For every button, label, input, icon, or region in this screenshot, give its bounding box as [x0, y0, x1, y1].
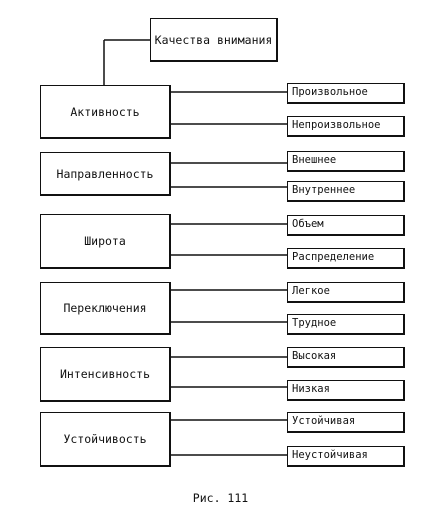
item-label: Произвольное — [292, 86, 368, 98]
category-label: Направленность — [56, 166, 154, 181]
category-label: Широта — [84, 234, 126, 248]
item-internal — [287, 181, 405, 202]
root-node — [150, 18, 278, 62]
item-distribution — [287, 248, 405, 269]
category-stability — [40, 412, 171, 467]
item-label: Высокая — [292, 350, 337, 362]
category-breadth — [40, 214, 171, 269]
category-label: Интенсивность — [59, 367, 150, 381]
item-hard — [287, 314, 405, 335]
category-label: Переключения — [63, 301, 147, 315]
item-label: Неустойчивая — [292, 449, 368, 461]
item-voluntary — [287, 83, 405, 104]
category-switching — [40, 282, 171, 335]
item-volume — [287, 215, 405, 236]
item-stable — [287, 412, 405, 433]
item-label: Устойчивая — [292, 415, 356, 427]
item-label: Объем — [292, 218, 324, 230]
item-label: Легкое — [292, 285, 330, 297]
item-label: Внешнее — [292, 154, 337, 166]
item-label: Низкая — [292, 383, 330, 395]
category-activity — [40, 85, 171, 139]
item-unstable — [287, 446, 405, 467]
item-easy — [287, 282, 405, 303]
figure-caption: Рис. 111 — [192, 491, 249, 505]
item-low — [287, 380, 405, 401]
category-label: Устойчивость — [63, 432, 147, 446]
item-label: Внутреннее — [292, 184, 356, 196]
category-intensity — [40, 347, 171, 402]
item-label: Трудное — [292, 317, 337, 329]
root-label: Качества внимания — [154, 32, 273, 47]
category-direction — [40, 152, 171, 196]
item-involuntary — [287, 116, 405, 137]
item-high — [287, 347, 405, 368]
item-label: Распределение — [292, 251, 375, 263]
item-label: Непроизвольное — [292, 119, 381, 131]
item-external — [287, 151, 405, 172]
category-label: Активность — [70, 104, 140, 119]
